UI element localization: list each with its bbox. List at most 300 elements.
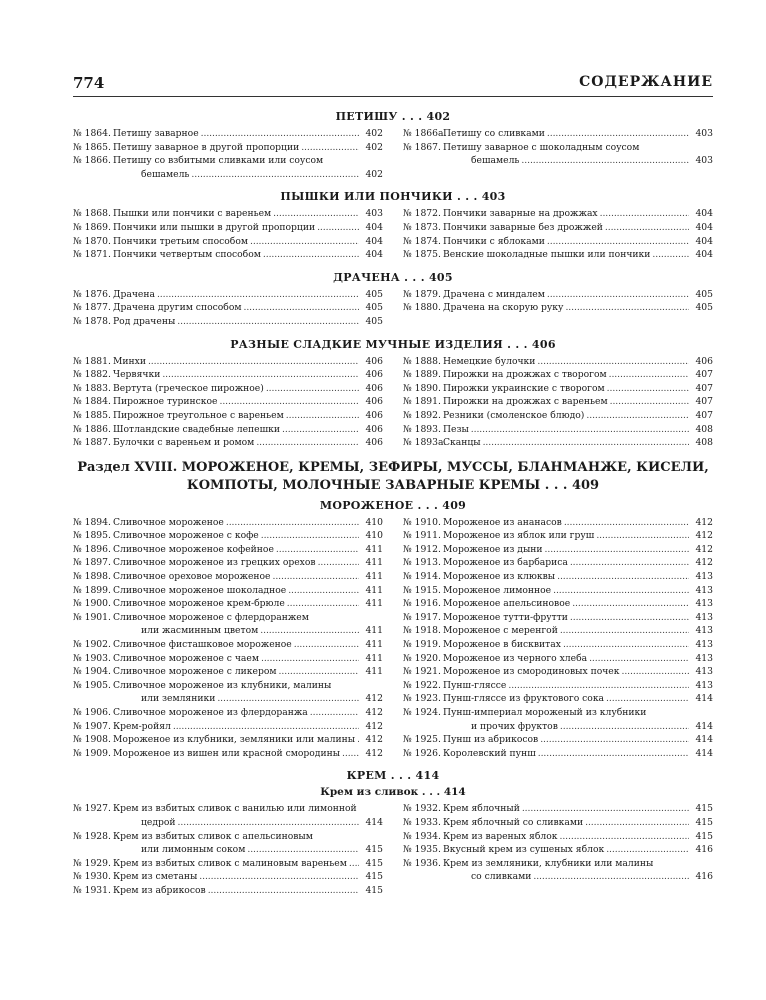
- recipe-title: Мороженое в бисквитах: [443, 639, 561, 651]
- dot-leader: [220, 395, 360, 409]
- table-of-contents: [73, 110, 713, 907]
- entry-line: [113, 409, 383, 423]
- toc-column-right: [403, 516, 713, 761]
- dot-leader: [621, 665, 689, 679]
- entry-body: [113, 584, 383, 598]
- entry-line: [113, 315, 383, 329]
- toc-column-right: [403, 127, 713, 181]
- dot-leader: [560, 720, 689, 734]
- dot-leader: [199, 870, 359, 884]
- dot-leader: [606, 692, 689, 706]
- page-ref: 407: [695, 409, 713, 421]
- page-ref: 416: [695, 871, 713, 883]
- recipe-title: Мороженое апельсиновое: [443, 598, 571, 610]
- toc-entry: [403, 207, 713, 221]
- entry-line: [113, 436, 383, 450]
- entry-line: [443, 611, 713, 625]
- recipe-title: Пирожное треугольное с вареньем: [113, 409, 284, 421]
- entry-body: [443, 652, 713, 666]
- recipe-title: Мороженое из дыни: [443, 543, 543, 555]
- recipe-title: Драчена с миндалем: [443, 288, 545, 300]
- entry-line: [443, 543, 713, 557]
- page-ref: 413: [695, 625, 713, 637]
- page-ref: 415: [365, 844, 383, 856]
- recipe-number: № 1885.: [73, 409, 111, 421]
- entry-body: [113, 597, 383, 611]
- recipe-number: № 1864.: [73, 128, 111, 139]
- page-ref: 413: [695, 584, 713, 596]
- page-ref: 403: [695, 128, 713, 139]
- dot-leader: [600, 207, 689, 221]
- entry-line: [443, 747, 713, 761]
- entry-line: [113, 720, 383, 734]
- toc-entry: [403, 692, 713, 706]
- page-ref: 406: [695, 355, 713, 367]
- toc-column-left: [73, 288, 383, 329]
- recipe-title: цедрой: [141, 816, 176, 828]
- page-ref: 413: [695, 652, 713, 664]
- entry-body: [443, 516, 713, 530]
- dot-leader: [276, 543, 359, 557]
- entry-line: [443, 355, 713, 369]
- page-ref: 413: [695, 571, 713, 583]
- recipe-number: № 1875.: [403, 249, 441, 261]
- entry-body: [443, 288, 713, 302]
- dot-leader: [560, 624, 689, 638]
- dot-leader: [261, 529, 359, 543]
- part-heading-line: Раздел XVIII. МОРОЖЕНОЕ, КРЕМЫ, ЗЕФИРЫ, МУССЫ, БЛАНМАНЖЕ, КИСЕЛИ,: [77, 459, 709, 475]
- recipe-number: № 1865.: [73, 141, 111, 153]
- section-heading: МОРОЖЕНОЕ . . . 409: [319, 498, 467, 512]
- dot-leader: [317, 221, 359, 235]
- recipe-title: Сливочное мороженое из грецких орехов: [113, 557, 316, 569]
- entry-line: [443, 556, 713, 570]
- recipe-title: или лимонным соком: [141, 844, 246, 856]
- entry-line: [443, 570, 713, 584]
- page-ref: 414: [695, 734, 713, 746]
- recipe-title: Крем из абрикосов: [113, 884, 206, 896]
- entry-line: [443, 423, 713, 437]
- recipe-title: Драчена: [113, 288, 155, 300]
- entry-body: [443, 529, 713, 543]
- entry-body: [443, 638, 713, 652]
- page-ref: 406: [365, 396, 383, 408]
- entry-body: [443, 382, 713, 396]
- entry-body: [443, 733, 713, 747]
- page-ref: 414: [695, 747, 713, 759]
- entry-body: [443, 570, 713, 584]
- entry-line: [113, 611, 383, 625]
- recipe-number: № 1879.: [403, 288, 441, 300]
- recipe-title: Пончики или пышки в другой пропорции: [113, 221, 316, 233]
- entry-body: [113, 141, 383, 155]
- dot-leader: [286, 409, 359, 423]
- toc-entry: [73, 857, 383, 871]
- page-ref: 412: [695, 516, 713, 528]
- page-ref: 415: [365, 871, 383, 883]
- dot-leader: [483, 436, 689, 450]
- entry-line: [443, 529, 713, 543]
- entry-body: [113, 301, 383, 315]
- page-number: 774: [73, 74, 105, 92]
- recipe-number: № 1870.: [73, 235, 111, 247]
- entry-body: [443, 543, 713, 557]
- toc-entry: [73, 127, 383, 141]
- entry-line: [113, 802, 383, 816]
- entry-line: [113, 154, 383, 168]
- page-ref: 407: [695, 396, 713, 408]
- toc-entry: [73, 382, 383, 396]
- dot-leader: [282, 423, 359, 437]
- recipe-title: и прочих фруктов: [471, 720, 558, 732]
- recipe-number: № 1928.: [73, 830, 111, 842]
- section-columns: [73, 516, 713, 761]
- recipe-number: № 1905.: [73, 679, 111, 691]
- toc-entry: [403, 248, 713, 262]
- entry-body: [113, 884, 383, 898]
- entry-line: [113, 870, 383, 884]
- section-columns: [73, 288, 713, 329]
- entry-body: [113, 733, 383, 747]
- page-ref: 413: [695, 666, 713, 678]
- toc-entry: [73, 652, 383, 666]
- page-ref: 412: [365, 720, 383, 732]
- recipe-title: Мороженое из клюквы: [443, 571, 556, 583]
- recipe-title: Мороженое из клубники, земляники или малины: [113, 734, 356, 746]
- toc-entry: [73, 570, 383, 584]
- entry-line: [113, 665, 383, 679]
- recipe-number: № 1893.: [403, 423, 441, 435]
- toc-entry: [403, 141, 713, 168]
- toc-entry: [73, 556, 383, 570]
- recipe-number: № 1877.: [73, 302, 111, 314]
- entry-line: [443, 141, 713, 155]
- toc-entry: [403, 747, 713, 761]
- page-ref: 415: [695, 816, 713, 828]
- page-ref: 404: [695, 208, 713, 220]
- recipe-title: Пончики с яблоками: [443, 235, 545, 247]
- entry-line: [443, 720, 713, 734]
- recipe-title: Пунш-империал мороженый из клубники: [443, 707, 647, 718]
- recipe-number: № 1868.: [73, 208, 111, 220]
- entry-body: [113, 652, 383, 666]
- toc-entry: [73, 720, 383, 734]
- recipe-number: № 1910.: [403, 516, 441, 528]
- entry-body: [443, 556, 713, 570]
- recipe-title: Драчена другим способом: [113, 302, 242, 314]
- recipe-number: № 1890.: [403, 382, 441, 394]
- toc-entry: [403, 665, 713, 679]
- entry-body: [443, 830, 713, 844]
- entry-body: [113, 857, 383, 871]
- subsection-heading: Крем из сливок . . . 414: [320, 786, 466, 799]
- recipe-number: № 1911.: [403, 530, 441, 542]
- toc-entry: [403, 638, 713, 652]
- page-ref: 404: [695, 235, 713, 247]
- entry-line: [113, 529, 383, 543]
- section-columns: [73, 802, 713, 897]
- toc-entry: [403, 235, 713, 249]
- recipe-number: № 1887.: [73, 437, 111, 449]
- dot-leader: [652, 248, 689, 262]
- recipe-title: Мороженое из барбариса: [443, 557, 568, 569]
- recipe-title: Пунш-гляссе: [443, 679, 507, 691]
- page-ref: 403: [695, 155, 713, 167]
- entry-body: [113, 315, 383, 329]
- entry-body: [443, 368, 713, 382]
- entry-body: [113, 679, 383, 706]
- toc-entry: [403, 368, 713, 382]
- page-ref: 411: [365, 584, 383, 596]
- page-header: [73, 74, 713, 97]
- recipe-number: № 1924.: [403, 707, 441, 718]
- section-columns: [73, 355, 713, 450]
- entry-line: [113, 884, 383, 898]
- section-heading: ПЕТИШУ . . . 402: [335, 110, 451, 123]
- toc-entry: [73, 395, 383, 409]
- page-ref: 406: [365, 369, 383, 381]
- entry-line: [113, 816, 383, 830]
- dot-leader: [310, 706, 359, 720]
- entry-body: [443, 221, 713, 235]
- entry-body: [113, 611, 383, 638]
- page-ref: 413: [695, 611, 713, 623]
- recipe-number: № 1903.: [73, 652, 111, 664]
- page-ref: 414: [695, 720, 713, 732]
- entry-line: [443, 436, 713, 450]
- dot-leader: [537, 355, 689, 369]
- recipe-number: № 1920.: [403, 652, 441, 664]
- entry-line: [113, 141, 383, 155]
- recipe-number: № 1882.: [73, 369, 111, 381]
- toc-entry: [73, 301, 383, 315]
- recipe-number: № 1897.: [73, 557, 111, 569]
- entry-body: [443, 816, 713, 830]
- recipe-number: № 1871.: [73, 249, 111, 261]
- dot-leader: [564, 516, 689, 530]
- recipe-title: Пышки или пончики с вареньем: [113, 208, 272, 220]
- recipe-number: № 1892.: [403, 409, 441, 421]
- recipe-title: Мороженое из смородиновых почек: [443, 666, 620, 678]
- page-ref: 412: [365, 707, 383, 718]
- toc-column-left: [73, 516, 383, 761]
- dot-leader: [177, 315, 359, 329]
- entry-body: [443, 207, 713, 221]
- recipe-title: со сливками: [471, 871, 532, 883]
- entry-body: [113, 154, 383, 181]
- page-ref: 408: [695, 423, 713, 435]
- toc-entry: [403, 706, 713, 733]
- recipe-title: Пезы: [443, 423, 469, 435]
- entry-line: [113, 516, 383, 530]
- recipe-number: № 1900.: [73, 598, 111, 610]
- dot-leader: [557, 570, 689, 584]
- recipe-number: № 1926.: [403, 747, 441, 759]
- dot-leader: [533, 870, 689, 884]
- page-ref: 416: [695, 844, 713, 856]
- page-ref: 402: [365, 168, 383, 180]
- recipe-title: Пирожное туринское: [113, 396, 218, 408]
- recipe-number: № 1925.: [403, 734, 441, 746]
- page-ref: 408: [695, 437, 713, 449]
- entry-body: [443, 141, 713, 168]
- recipe-title: Сливочное мороженое с чаем: [113, 652, 259, 664]
- recipe-number: № 1891.: [403, 396, 441, 408]
- toc-entry: [403, 857, 713, 884]
- entry-body: [113, 368, 383, 382]
- dot-leader: [596, 529, 689, 543]
- entry-body: [113, 543, 383, 557]
- page-ref: 414: [365, 816, 383, 828]
- entry-body: [113, 221, 383, 235]
- entry-body: [443, 857, 713, 884]
- dot-leader: [148, 355, 359, 369]
- page-ref: 405: [695, 302, 713, 314]
- entry-line: [113, 207, 383, 221]
- toc-entry: [73, 543, 383, 557]
- recipe-title: бешамель: [141, 168, 190, 180]
- entry-line: [113, 706, 383, 720]
- entry-body: [443, 127, 713, 141]
- dot-leader: [547, 127, 689, 141]
- recipe-number: № 1931.: [73, 884, 111, 896]
- entry-line: [113, 597, 383, 611]
- toc-column-right: [403, 288, 713, 329]
- toc-entry: [403, 355, 713, 369]
- page-ref: 415: [365, 857, 383, 869]
- entry-line: [443, 624, 713, 638]
- entry-body: [113, 436, 383, 450]
- recipe-title: Червячки: [113, 369, 161, 381]
- recipe-title: Булочки с вареньем и ромом: [113, 437, 255, 449]
- recipe-number: № 1919.: [403, 639, 441, 651]
- section-heading: КРЕМ . . . 414: [346, 769, 440, 783]
- entry-line: [443, 382, 713, 396]
- entry-body: [443, 395, 713, 409]
- dot-leader: [538, 747, 689, 761]
- dot-leader: [260, 624, 359, 638]
- recipe-title: Пончики четвертым способом: [113, 249, 261, 261]
- toc-entry: [73, 221, 383, 235]
- entry-body: [113, 207, 383, 221]
- entry-line: [443, 597, 713, 611]
- entry-line: [113, 423, 383, 437]
- recipe-number: № 1881.: [73, 355, 111, 367]
- page-ref: 406: [365, 382, 383, 394]
- entry-line: [113, 584, 383, 598]
- section-heading: ПЫШКИ ИЛИ ПОНЧИКИ . . . 403: [280, 190, 506, 204]
- recipe-title: Вкусный крем из сушеных яблок: [443, 844, 605, 856]
- recipe-title: Мороженое из ананасов: [443, 516, 562, 528]
- dot-leader: [173, 720, 359, 734]
- entry-body: [113, 570, 383, 584]
- entry-line: [113, 301, 383, 315]
- recipe-title: или жасминным цветом: [141, 625, 259, 637]
- dot-leader: [247, 843, 359, 857]
- recipe-number: № 1866а.: [403, 128, 447, 139]
- recipe-number: № 1894.: [73, 516, 111, 528]
- dot-leader: [565, 301, 689, 315]
- dot-leader: [208, 884, 359, 898]
- toc-column-right: [403, 207, 713, 261]
- entry-line: [113, 843, 383, 857]
- toc-entry: [403, 611, 713, 625]
- recipe-title: Вертута (греческое пирожное): [113, 382, 264, 394]
- recipe-number: № 1916.: [403, 598, 441, 610]
- entry-body: [443, 355, 713, 369]
- entry-line: [113, 747, 383, 761]
- dot-leader: [547, 235, 689, 249]
- entry-line: [443, 665, 713, 679]
- page-ref: 411: [365, 571, 383, 583]
- toc-entry: [403, 288, 713, 302]
- page-ref: 410: [365, 516, 383, 528]
- entry-line: [113, 857, 383, 871]
- recipe-number: № 1915.: [403, 584, 441, 596]
- recipe-title: Крем из взбитых сливок с ванилью или лимонной: [113, 803, 357, 815]
- recipe-number: № 1888.: [403, 355, 441, 367]
- recipe-number: № 1866.: [73, 155, 111, 167]
- recipe-number: № 1867.: [403, 141, 441, 153]
- toc-entry: [403, 584, 713, 598]
- entry-line: [113, 355, 383, 369]
- entry-body: [443, 436, 713, 450]
- dot-leader: [521, 154, 689, 168]
- entry-line: [443, 692, 713, 706]
- entry-body: [113, 395, 383, 409]
- entry-body: [113, 720, 383, 734]
- entry-line: [113, 235, 383, 249]
- part-heading: [73, 459, 713, 495]
- entry-line: [443, 816, 713, 830]
- recipe-title: Драчена на скорую руку: [443, 302, 564, 314]
- recipe-title: Пончики заварные без дрожжей: [443, 221, 603, 233]
- entry-line: [113, 830, 383, 844]
- part-heading-line: КОМПОТЫ, МОЛОЧНЫЕ ЗАВАРНЫЕ КРЕМЫ . . . 409: [186, 477, 600, 493]
- recipe-number: № 1907.: [73, 720, 111, 732]
- dot-leader: [287, 597, 359, 611]
- dot-leader: [553, 584, 689, 598]
- toc-entry: [73, 597, 383, 611]
- recipe-title: Крем яблочный: [443, 803, 520, 815]
- recipe-title: или земляники: [141, 693, 216, 705]
- recipe-title: Пунш-гляссе из фруктового сока: [443, 693, 605, 705]
- section-heading: РАЗНЫЕ СЛАДКИЕ МУЧНЫЕ ИЗДЕЛИЯ . . . 406: [230, 337, 556, 351]
- page-ref: 402: [365, 128, 383, 139]
- page-ref: 414: [695, 693, 713, 705]
- entry-line: [443, 733, 713, 747]
- page-ref: 411: [365, 652, 383, 664]
- toc-entry: [73, 706, 383, 720]
- recipe-number: № 1878.: [73, 315, 111, 327]
- dot-leader: [563, 638, 689, 652]
- toc-entry: [403, 679, 713, 693]
- page-ref: 406: [365, 423, 383, 435]
- page-ref: 415: [695, 803, 713, 815]
- dot-leader: [157, 288, 359, 302]
- entry-line: [443, 802, 713, 816]
- entry-line: [443, 154, 713, 168]
- recipe-title: Шотландские свадебные лепешки: [113, 423, 281, 435]
- toc-entry: [73, 870, 383, 884]
- recipe-title: Сливочное фисташковое мороженое: [113, 639, 292, 651]
- page-ref: 405: [695, 288, 713, 300]
- page-ref: 406: [365, 437, 383, 449]
- entry-line: [443, 409, 713, 423]
- recipe-number: № 1932.: [403, 803, 441, 815]
- page-ref: 407: [695, 382, 713, 394]
- toc-column-left: [73, 207, 383, 261]
